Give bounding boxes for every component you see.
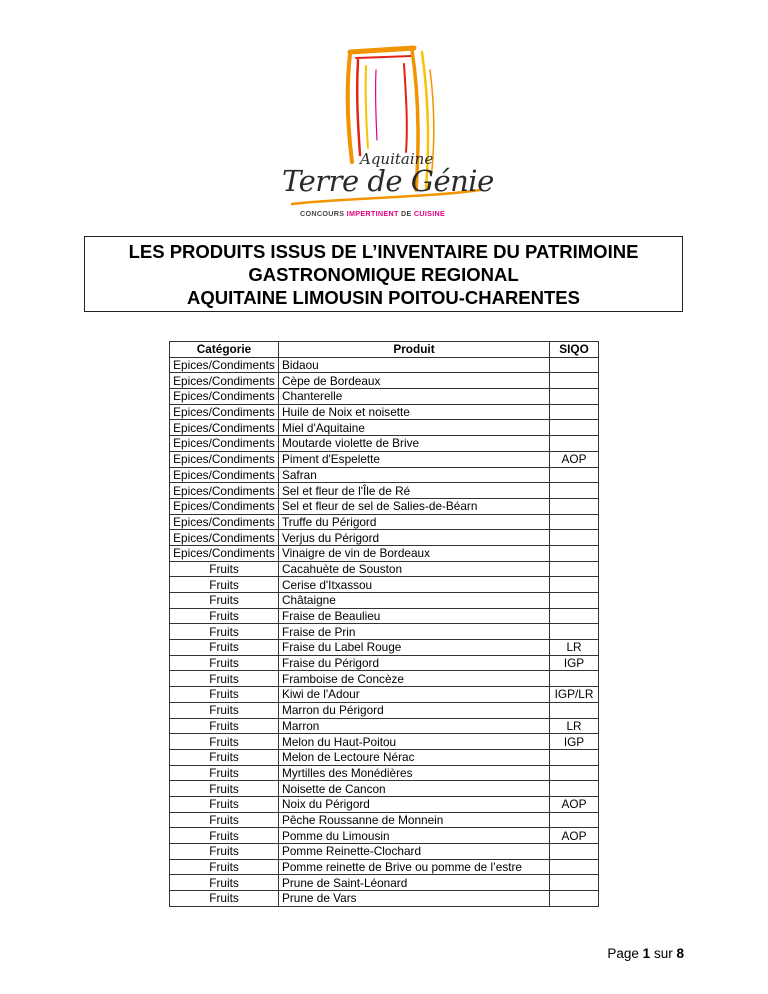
row-siqo (550, 812, 599, 828)
row-siqo (550, 545, 599, 561)
row-category: Fruits (170, 687, 279, 703)
row-category: Epices/Condiments (170, 467, 279, 483)
table-row (170, 593, 599, 609)
table-row (170, 436, 599, 452)
row-category: Epices/Condiments (170, 483, 279, 499)
table-row (170, 467, 599, 483)
row-category: Fruits (170, 561, 279, 577)
footer-page-number: 1 (642, 946, 651, 961)
terre-de-genie-logo (272, 40, 497, 225)
row-category: Fruits (170, 812, 279, 828)
table-row (170, 844, 599, 860)
row-siqo (550, 875, 599, 891)
row-siqo (550, 483, 599, 499)
row-product: Melon de Lectoure Nérac (279, 749, 550, 765)
row-category: Epices/Condiments (170, 451, 279, 467)
row-siqo (550, 702, 599, 718)
row-product: Pomme reinette de Brive ou pomme de l’estre (279, 859, 550, 875)
row-product: Miel d'Aquitaine (279, 420, 550, 436)
row-siqo (550, 514, 599, 530)
row-siqo (550, 436, 599, 452)
row-category: Fruits (170, 875, 279, 891)
row-category: Epices/Condiments (170, 420, 279, 436)
row-siqo (550, 467, 599, 483)
table-row (170, 891, 599, 907)
row-siqo (550, 765, 599, 781)
table-row (170, 655, 599, 671)
row-product: Melon du Haut-Poitou (279, 734, 550, 750)
table-row (170, 734, 599, 750)
row-product: Fraise du Périgord (279, 655, 550, 671)
row-siqo: IGP (550, 734, 599, 750)
row-siqo (550, 373, 599, 389)
table-row (170, 545, 599, 561)
table-header-row (170, 342, 599, 358)
footer-page-total: 8 (676, 946, 684, 961)
row-category: Fruits (170, 624, 279, 640)
row-category: Epices/Condiments (170, 530, 279, 546)
row-category: Fruits (170, 844, 279, 860)
table-row (170, 420, 599, 436)
row-product: Fraise de Beaulieu (279, 608, 550, 624)
row-siqo: IGP (550, 655, 599, 671)
table-row (170, 828, 599, 844)
row-category: Epices/Condiments (170, 404, 279, 420)
row-product: Marron (279, 718, 550, 734)
row-product: Pomme Reinette-Clochard (279, 844, 550, 860)
table-row (170, 671, 599, 687)
row-product: Pêche Roussanne de Monnein (279, 812, 550, 828)
table-row (170, 812, 599, 828)
table-row (170, 608, 599, 624)
table-row (170, 875, 599, 891)
row-category: Fruits (170, 640, 279, 656)
row-siqo: IGP/LR (550, 687, 599, 703)
products-table (169, 341, 599, 907)
row-category: Fruits (170, 749, 279, 765)
header-siqo: SIQO (550, 342, 599, 358)
row-product: Piment d'Espelette (279, 451, 550, 467)
row-product: Fraise du Label Rouge (279, 640, 550, 656)
table-row (170, 687, 599, 703)
row-product: Cerise d'Itxassou (279, 577, 550, 593)
row-siqo: LR (550, 718, 599, 734)
table-row (170, 404, 599, 420)
table-row (170, 514, 599, 530)
title-line-1: LES PRODUITS ISSUS DE L’INVENTAIRE DU PATRIMOINE (128, 241, 639, 262)
table-row (170, 859, 599, 875)
table-row (170, 389, 599, 405)
row-siqo (550, 420, 599, 436)
footer-of-word: sur (653, 946, 673, 961)
row-category: Epices/Condiments (170, 436, 279, 452)
row-siqo: LR (550, 640, 599, 656)
row-siqo (550, 844, 599, 860)
table-row (170, 373, 599, 389)
table-row (170, 624, 599, 640)
table-row (170, 451, 599, 467)
row-siqo (550, 624, 599, 640)
row-category: Fruits (170, 702, 279, 718)
row-category: Fruits (170, 671, 279, 687)
table-row (170, 702, 599, 718)
row-siqo (550, 891, 599, 907)
row-product: Sel et fleur de sel de Salies-de-Béarn (279, 498, 550, 514)
row-product: Verjus du Périgord (279, 530, 550, 546)
row-category: Fruits (170, 718, 279, 734)
row-product: Myrtilles des Monédières (279, 765, 550, 781)
row-product: Sel et fleur de l'Île de Ré (279, 483, 550, 499)
row-category: Fruits (170, 891, 279, 907)
table-row (170, 765, 599, 781)
row-siqo (550, 530, 599, 546)
row-product: Noix du Périgord (279, 796, 550, 812)
table-row (170, 749, 599, 765)
row-category: Epices/Condiments (170, 514, 279, 530)
tagline-part-1: CONCOURS (300, 209, 345, 218)
row-category: Fruits (170, 828, 279, 844)
title-line-2: GASTRONOMIQUE REGIONAL (248, 264, 519, 285)
row-category: Epices/Condiments (170, 498, 279, 514)
row-product: Prune de Vars (279, 891, 550, 907)
row-category: Epices/Condiments (170, 373, 279, 389)
title-line-3: AQUITAINE LIMOUSIN POITOU-CHARENTES (187, 287, 580, 308)
row-product: Prune de Saint-Léonard (279, 875, 550, 891)
row-siqo (550, 593, 599, 609)
row-siqo (550, 561, 599, 577)
row-siqo (550, 357, 599, 373)
logo-main-text: Terre de Génie (282, 164, 494, 198)
row-category: Fruits (170, 734, 279, 750)
row-siqo (550, 608, 599, 624)
row-category: Epices/Condiments (170, 357, 279, 373)
header-product: Produit (279, 342, 550, 358)
header-category: Catégorie (170, 342, 279, 358)
row-siqo (550, 577, 599, 593)
row-product: Safran (279, 467, 550, 483)
row-category: Fruits (170, 655, 279, 671)
logo-region-text: Aquitaine (360, 150, 434, 168)
row-category: Epices/Condiments (170, 389, 279, 405)
document-title-box (84, 236, 683, 312)
row-category: Epices/Condiments (170, 545, 279, 561)
row-product: Vinaigre de vin de Bordeaux (279, 545, 550, 561)
row-product: Huile de Noix et noisette (279, 404, 550, 420)
table-row (170, 781, 599, 797)
row-product: Cacahuète de Souston (279, 561, 550, 577)
logo-tagline (300, 209, 445, 218)
row-product: Bidaou (279, 357, 550, 373)
tagline-part-4: CUISINE (413, 209, 446, 218)
row-siqo: AOP (550, 828, 599, 844)
table-row (170, 577, 599, 593)
row-product: Noisette de Cancon (279, 781, 550, 797)
table-row (170, 498, 599, 514)
row-category: Fruits (170, 765, 279, 781)
row-product: Châtaigne (279, 593, 550, 609)
row-product: Chanterelle (279, 389, 550, 405)
row-product: Pomme du Limousin (279, 828, 550, 844)
row-product: Kiwi de l'Adour (279, 687, 550, 703)
row-siqo (550, 389, 599, 405)
row-siqo (550, 859, 599, 875)
row-category: Fruits (170, 608, 279, 624)
table-row (170, 796, 599, 812)
table-row (170, 357, 599, 373)
row-siqo: AOP (550, 451, 599, 467)
table-row (170, 483, 599, 499)
row-product: Marron du Périgord (279, 702, 550, 718)
row-siqo (550, 404, 599, 420)
row-category: Fruits (170, 593, 279, 609)
tagline-part-2: IMPERTINENT (346, 209, 399, 218)
page-footer (607, 946, 684, 961)
table-row (170, 561, 599, 577)
row-product: Framboise de Concèze (279, 671, 550, 687)
row-product: Moutarde violette de Brive (279, 436, 550, 452)
row-product: Fraise de Prin (279, 624, 550, 640)
row-category: Fruits (170, 577, 279, 593)
row-siqo (550, 781, 599, 797)
row-siqo: AOP (550, 796, 599, 812)
table-row (170, 640, 599, 656)
row-category: Fruits (170, 859, 279, 875)
row-category: Fruits (170, 781, 279, 797)
table-row (170, 530, 599, 546)
footer-page-word: Page (607, 946, 639, 961)
table-row (170, 718, 599, 734)
row-siqo (550, 498, 599, 514)
row-siqo (550, 671, 599, 687)
row-category: Fruits (170, 796, 279, 812)
row-siqo (550, 749, 599, 765)
tagline-part-3: DE (400, 209, 412, 218)
row-product: Truffe du Périgord (279, 514, 550, 530)
row-product: Cèpe de Bordeaux (279, 373, 550, 389)
